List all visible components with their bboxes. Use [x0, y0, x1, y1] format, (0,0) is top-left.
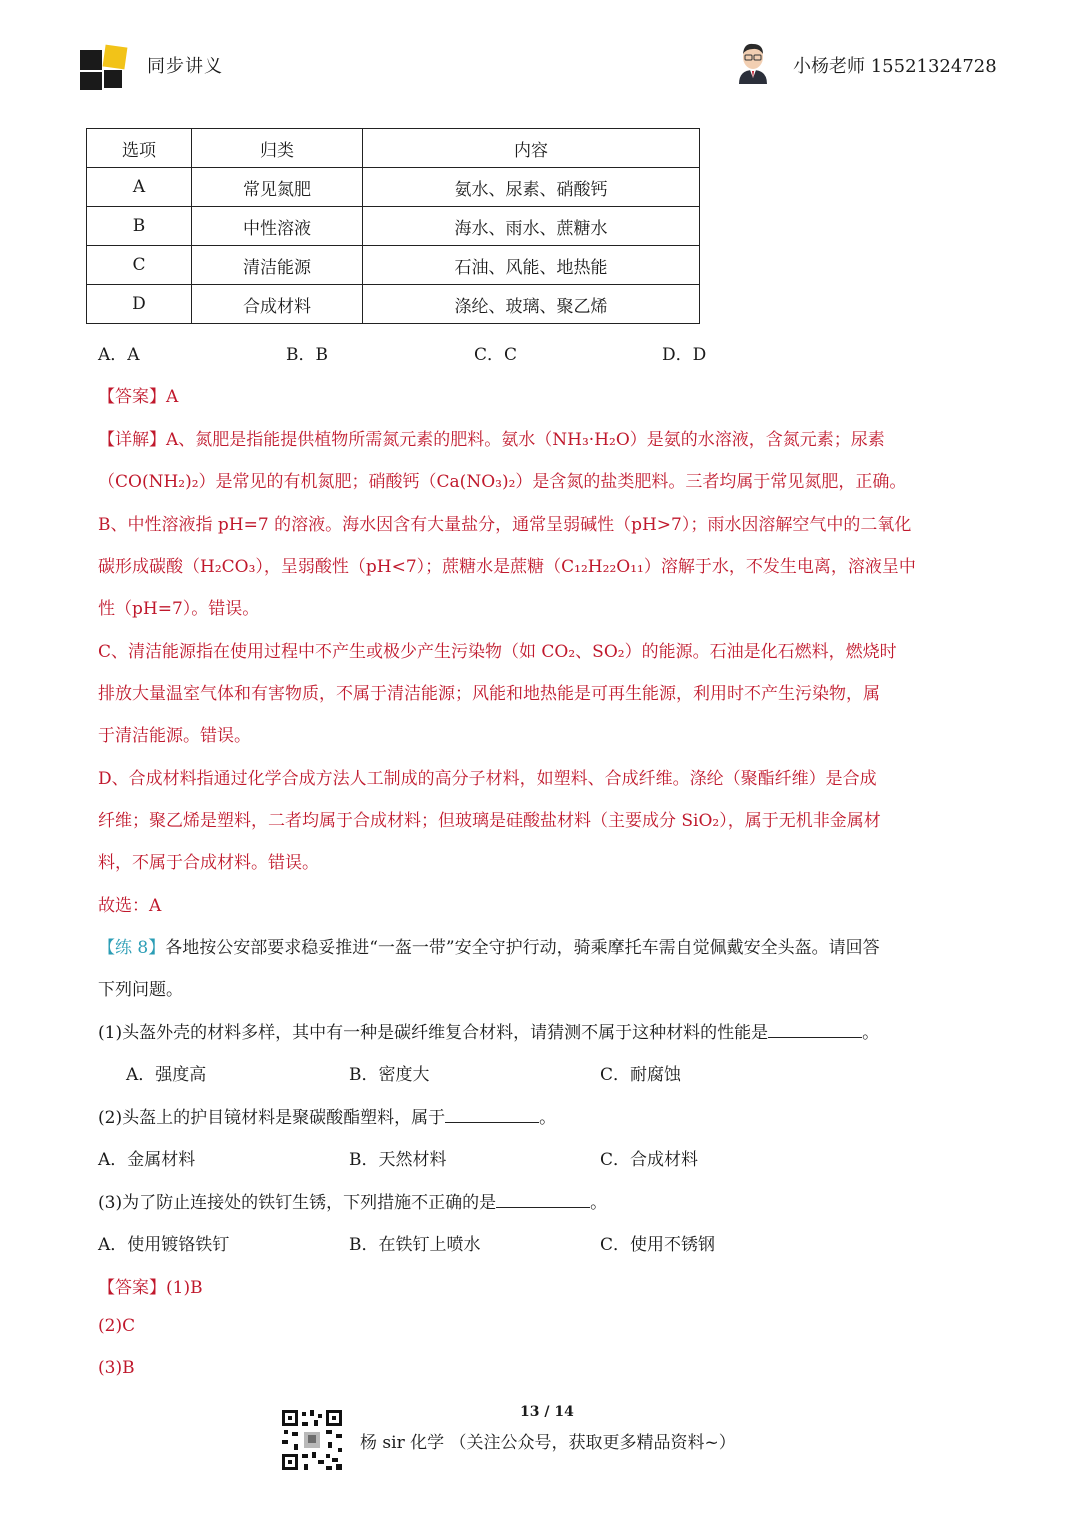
answer-blank — [768, 1023, 862, 1038]
detail-conclusion: 故选：A — [98, 896, 162, 916]
table-cell: D — [87, 285, 192, 324]
table-cell: 清洁能源 — [192, 246, 363, 285]
question-3-end: 。 — [590, 1193, 608, 1213]
table-header-cell: 内容 — [363, 129, 700, 168]
detail-line-3: B、中性溶液指 pH=7 的溶液。海水因含有大量盐分，通常呈弱碱性（pH>7）；雨水因溶解空气中的二氧化 — [98, 515, 912, 535]
q2-option-b: B．天然材料 — [349, 1150, 447, 1170]
q3-option-c: C．使用不锈钢 — [600, 1235, 716, 1255]
table-cell: 氨水、尿素、硝酸钙 — [363, 168, 700, 207]
answer-blank — [496, 1193, 590, 1208]
detail-line-6: C、清洁能源指在使用过程中不产生或极少产生污染物（如 CO₂、SO₂）的能源。石油是化石燃料，燃烧时 — [98, 642, 897, 662]
question-2 — [98, 1103, 556, 1128]
table-header-row — [87, 129, 700, 168]
table-cell: B — [87, 207, 192, 246]
practice-intro: 各地按公安部要求稳妥推进“一盔一带”安全守护行动，骑乘摩托车需自觉佩戴安全头盔。请回答 — [165, 938, 880, 958]
detail-line-5: 性（pH=7）。错误。 — [98, 599, 260, 619]
choice-a: A．A — [98, 345, 140, 365]
detail-line-1 — [98, 425, 885, 450]
q1-option-b: B．密度大 — [349, 1065, 430, 1085]
q1-option-a: A．强度高 — [126, 1065, 207, 1085]
table-row — [87, 168, 700, 207]
detail-tag: 【详解】 — [98, 430, 166, 450]
practice-answer-3: (3)B — [98, 1358, 135, 1378]
table-header-cell: 选项 — [87, 129, 192, 168]
detail-line-7: 排放大量温室气体和有害物质，不属于清洁能源；风能和地热能是可再生能源，利用时不产生污染物，属 — [98, 684, 880, 704]
logo-icon — [80, 42, 136, 90]
header-title: 同步讲义 — [147, 56, 223, 77]
teacher-avatar-icon — [735, 40, 771, 84]
table-cell: 石油、风能、地热能 — [363, 246, 700, 285]
question-1-text: (1)头盔外壳的材料多样，其中有一种是碳纤维复合材料，请猜测不属于这种材料的性能是 — [98, 1023, 769, 1043]
practice-answer-2: (2)C — [98, 1316, 136, 1336]
detail-line-8: 于清洁能源。错误。 — [98, 726, 251, 746]
choice-c: C．C — [474, 345, 518, 365]
detail-line-4: 碳形成碳酸（H₂CO₃），呈弱酸性（pH<7）；蔗糖水是蔗糖（C₁₂H₂₂O₁₁）溶解于水，不发生电离，溶液呈中 — [98, 557, 916, 577]
detail-line-10: 纤维；聚乙烯是塑料，二者均属于合成材料；但玻璃是硅酸盐材料（主要成分 SiO₂），属于无机非金属材 — [98, 811, 881, 831]
table-cell: A — [87, 168, 192, 207]
qr-code-icon — [280, 1408, 344, 1472]
answer-tag: 【答案】 — [98, 387, 166, 407]
question-1-end: 。 — [862, 1023, 880, 1043]
question-1 — [98, 1018, 879, 1043]
practice-intro-line-2: 下列问题。 — [98, 980, 183, 1000]
page-number: 13 / 14 — [520, 1404, 574, 1420]
practice-answer-tag: 【答案】 — [98, 1278, 166, 1298]
detail-text: A、氮肥是指能提供植物所需氮元素的肥料。氨水（NH₃·H₂O）是氨的水溶液，含氮元素；尿素 — [166, 430, 885, 450]
answer-blank — [445, 1108, 539, 1123]
answer-line — [98, 382, 178, 407]
choice-b: B．B — [286, 345, 328, 365]
answer-value: A — [166, 387, 179, 407]
table-row — [87, 285, 700, 324]
table-cell: 中性溶液 — [192, 207, 363, 246]
table-row — [87, 207, 700, 246]
q2-option-c: C．合成材料 — [600, 1150, 699, 1170]
question-3-text: (3)为了防止连接处的铁钉生锈，下列措施不正确的是 — [98, 1193, 497, 1213]
table-cell: C — [87, 246, 192, 285]
table-cell: 海水、雨水、蔗糖水 — [363, 207, 700, 246]
detail-line-2: （CO(NH₂)₂）是常见的有机氮肥；硝酸钙（Ca(NO₃)₂）是含氮的盐类肥料。三者均属于常见氮肥，正确。 — [98, 472, 907, 492]
q3-option-a: A．使用镀铬铁钉 — [98, 1235, 230, 1255]
table-cell: 涤纶、玻璃、聚乙烯 — [363, 285, 700, 324]
table-header-cell: 归类 — [192, 129, 363, 168]
practice-answer-1: (1)B — [166, 1278, 203, 1298]
footer-text: 杨 sir 化学 （关注公众号，获取更多精品资料~） — [360, 1433, 736, 1453]
question-3 — [98, 1188, 607, 1213]
q1-option-c: C．耐腐蚀 — [600, 1065, 682, 1085]
options-table — [86, 128, 700, 324]
choice-d: D．D — [662, 345, 707, 365]
q2-option-a: A．金属材料 — [98, 1150, 196, 1170]
table-cell: 常见氮肥 — [192, 168, 363, 207]
question-2-text: (2)头盔上的护目镜材料是聚碳酸酯塑料，属于 — [98, 1108, 446, 1128]
question-2-end: 。 — [539, 1108, 557, 1128]
detail-line-11: 料，不属于合成材料。错误。 — [98, 853, 319, 873]
q3-option-b: B．在铁钉上喷水 — [349, 1235, 481, 1255]
table-cell: 合成材料 — [192, 285, 363, 324]
detail-line-9: D、合成材料指通过化学合成方法人工制成的高分子材料，如塑料、合成纤维。涤纶（聚酯纤维）是合成 — [98, 769, 877, 789]
header-teacher: 小杨老师 15521324728 — [793, 56, 997, 77]
practice-answer-line — [98, 1273, 203, 1298]
practice-tag: 【练 8】 — [98, 938, 166, 958]
practice-intro-line-1 — [98, 933, 880, 958]
table-row — [87, 246, 700, 285]
